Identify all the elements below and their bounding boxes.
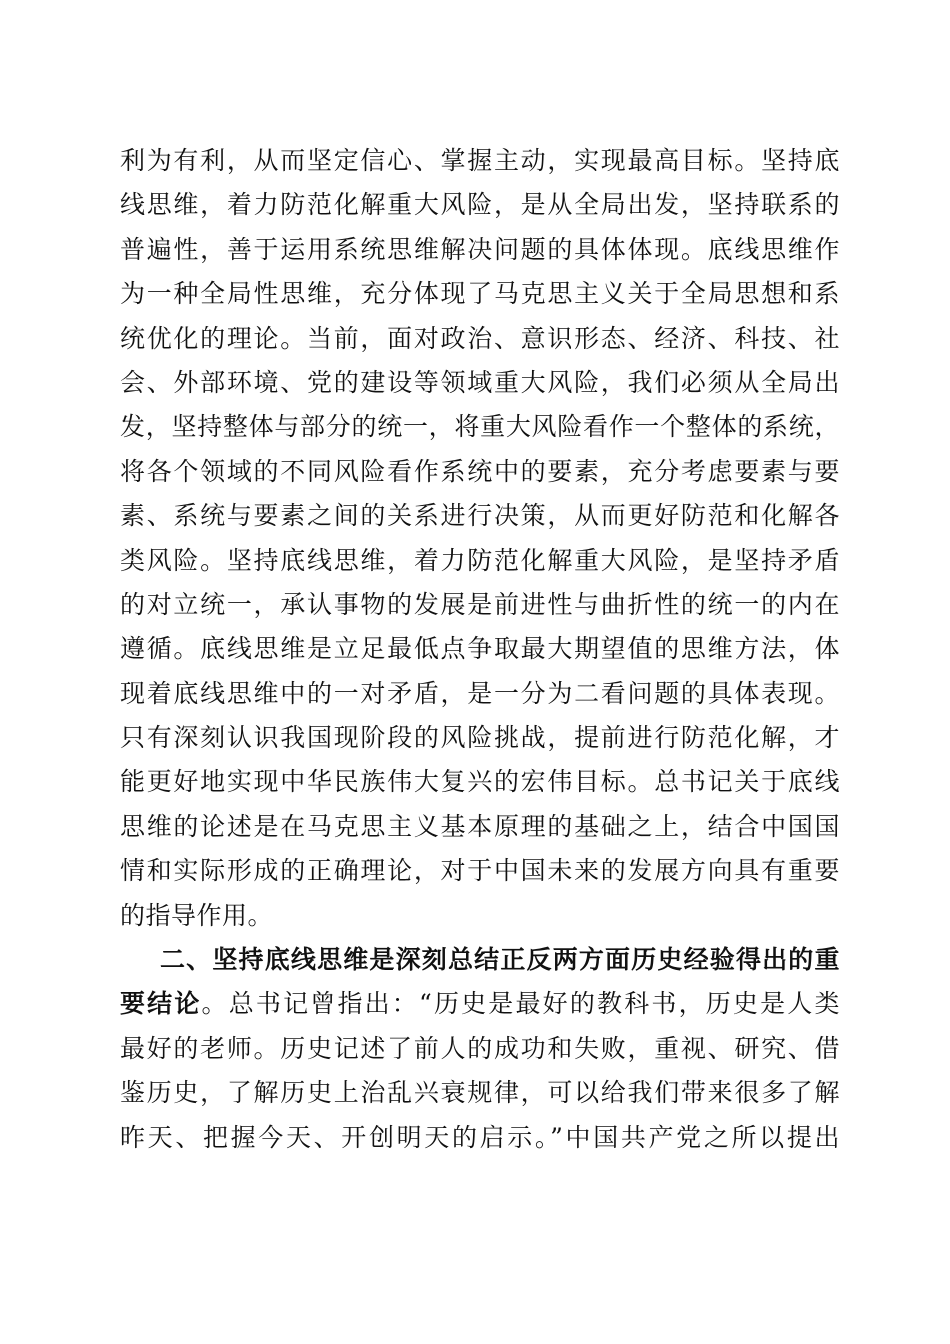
- paragraph-2: [120, 938, 840, 1160]
- text-line: 将各个领域的不同风险看作系统中的要素，充分考虑要素与要: [120, 456, 840, 486]
- text-line: 能更好地实现中华民族伟大复兴的宏伟目标。总书记关于底线: [120, 767, 840, 797]
- text-line: 只有深刻认识我国现阶段的风险挑战，提前进行防范化解，才: [120, 723, 840, 753]
- text-line: 鉴历史，了解历史上治乱兴衰规律，可以给我们带来很多了解: [120, 1078, 840, 1108]
- text-line: 的指导作用。: [120, 900, 274, 930]
- text-line: 发，坚持整体与部分的统一，将重大风险看作一个整体的系统，: [120, 412, 840, 442]
- text-line: 思维的论述是在马克思主义基本原理的基础之上，结合中国国: [120, 811, 840, 841]
- text-line: 的对立统一，承认事物的发展是前进性与曲折性的统一的内在: [120, 589, 840, 619]
- body-text: [120, 139, 840, 1160]
- text-line: 统优化的理论。当前，面对政治、意识形态、经济、科技、社: [120, 323, 840, 353]
- text-line: 类风险。坚持底线思维，着力防范化解重大风险，是坚持矛盾: [120, 545, 840, 575]
- paragraph-1: [120, 139, 840, 938]
- section-heading: 二、坚持底线思维是深刻总结正反两方面历史经验得出的重: [160, 945, 840, 975]
- text-line: 利为有利，从而坚定信心、掌握主动，实现最高目标。坚持底: [120, 146, 840, 175]
- text-line: 情和实际形成的正确理论，对于中国未来的发展方向具有重要: [120, 856, 840, 886]
- text-line: 会、外部环境、党的建设等领域重大风险，我们必须从全局出: [120, 367, 840, 397]
- text-line: 最好的老师。历史记述了前人的成功和失败，重视、研究、借: [120, 1033, 840, 1063]
- text-line: 昨天、把握今天、开创明天的启示。”中国共产党之所以提出: [120, 1122, 840, 1152]
- text-line: 线思维，着力防范化解重大风险，是从全局出发，坚持联系的: [120, 190, 840, 220]
- text-line: 普遍性，善于运用系统思维解决问题的具体体现。底线思维作: [120, 234, 840, 264]
- text-run: 。总书记曾指出：“历史是最好的教科书，历史是人类: [201, 989, 840, 1019]
- text-line: [120, 982, 840, 1026]
- section-heading-end: 要结论: [120, 989, 202, 1019]
- text-line: 为一种全局性思维，充分体现了马克思主义关于全局思想和系: [120, 279, 840, 309]
- text-line: 素、系统与要素之间的关系进行决策，从而更好防范和化解各: [120, 501, 840, 531]
- text-line: 现着底线思维中的一对矛盾，是一分为二看问题的具体表现。: [120, 678, 840, 708]
- text-line: 遵循。底线思维是立足最低点争取最大期望值的思维方法，体: [120, 634, 840, 664]
